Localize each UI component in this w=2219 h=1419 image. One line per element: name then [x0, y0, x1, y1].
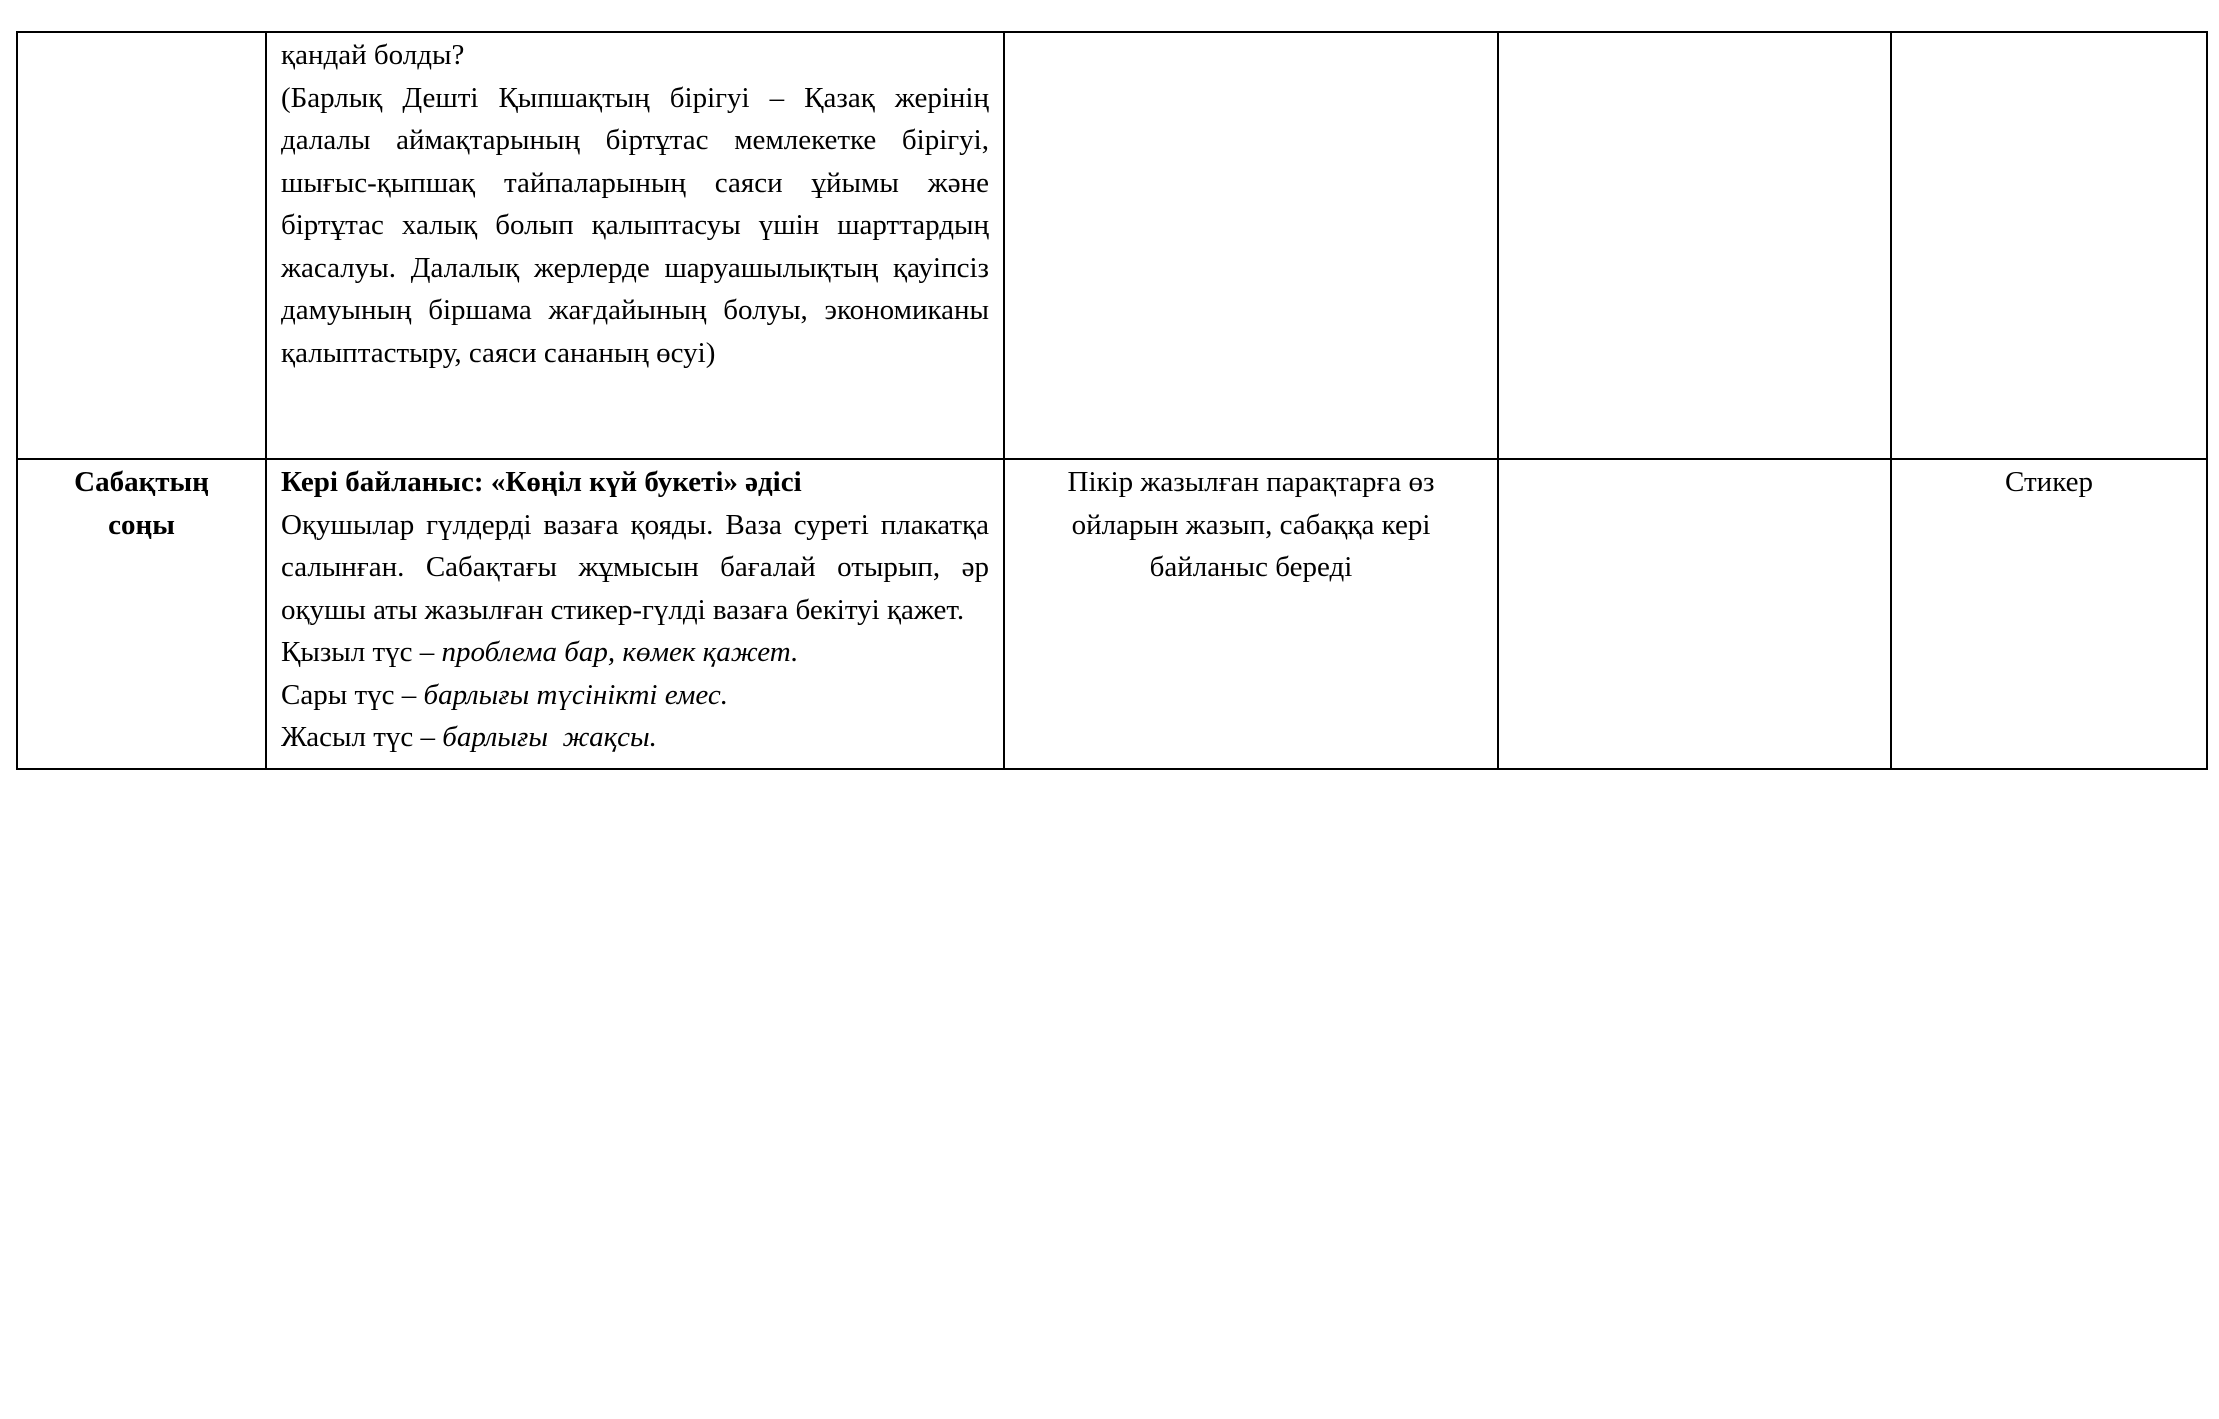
- stage-label-line2: соңы: [108, 508, 175, 541]
- table-row: [17, 32, 2207, 459]
- color-legend-green: [281, 716, 989, 759]
- teacher-activity-cell: [266, 459, 1004, 769]
- lesson-plan-table: [16, 31, 2208, 770]
- stage-cell-empty: [17, 32, 266, 459]
- yellow-label: Сары түс –: [281, 678, 424, 711]
- stage-cell: [17, 459, 266, 769]
- color-legend-red: [281, 631, 989, 674]
- red-meaning: проблема бар, көмек қажет.: [441, 636, 799, 668]
- assessment-cell-empty: [1498, 32, 1891, 459]
- assessment-cell-empty: [1498, 459, 1891, 769]
- color-legend-yellow: [281, 674, 989, 717]
- red-label: Қызыл түс –: [281, 636, 442, 668]
- method-title: Кері байланыс: «Көңіл күй букеті» әдісі: [281, 466, 802, 498]
- student-activity-text: Пікір жазылған парақтарға өз ойларын жазып, сабаққа кері байланыс береді: [1067, 466, 1435, 583]
- green-meaning: барлығы жақсы.: [442, 721, 657, 753]
- resources-cell: [1891, 459, 2207, 769]
- question-continuation: қандай болды?: [281, 39, 465, 71]
- yellow-meaning: барлығы түсінікті емес.: [423, 678, 728, 711]
- student-activity-cell: [1004, 459, 1498, 769]
- student-activity-cell-empty: [1004, 32, 1498, 459]
- teacher-activity-cell: [266, 32, 1004, 459]
- answer-paragraph: (Барлық Дешті Қыпшақтың бірігуі – Қазақ жерінің далалы аймақтарының біртұтас мемлекетке бірігуі, шығыс-қыпшақ тайпаларының саяси ұйымы және біртұтас халық болып қалыптасуы үшін шарттардың жасалуы. Далалық жерлерде шаруашылықтың қауіпсіз дамуының біршама жағдайының болуы, экономиканы қалыптастыру, саяси сананың өсуі): [281, 81, 989, 369]
- resources-cell-empty: [1891, 32, 2207, 459]
- green-label: Жасыл түс –: [281, 721, 443, 753]
- method-description: Оқушылар гүлдерді вазаға қояды. Ваза суреті плакатқа салынған. Сабақтағы жұмысын бағалай отырып, әр оқушы аты жазылған стикер-гүлді вазаға бекітуі қажет.: [281, 508, 989, 626]
- stage-label-line1: Сабақтың: [74, 466, 209, 498]
- table-row: [17, 459, 2207, 769]
- resources-text: Стикер: [2005, 466, 2093, 498]
